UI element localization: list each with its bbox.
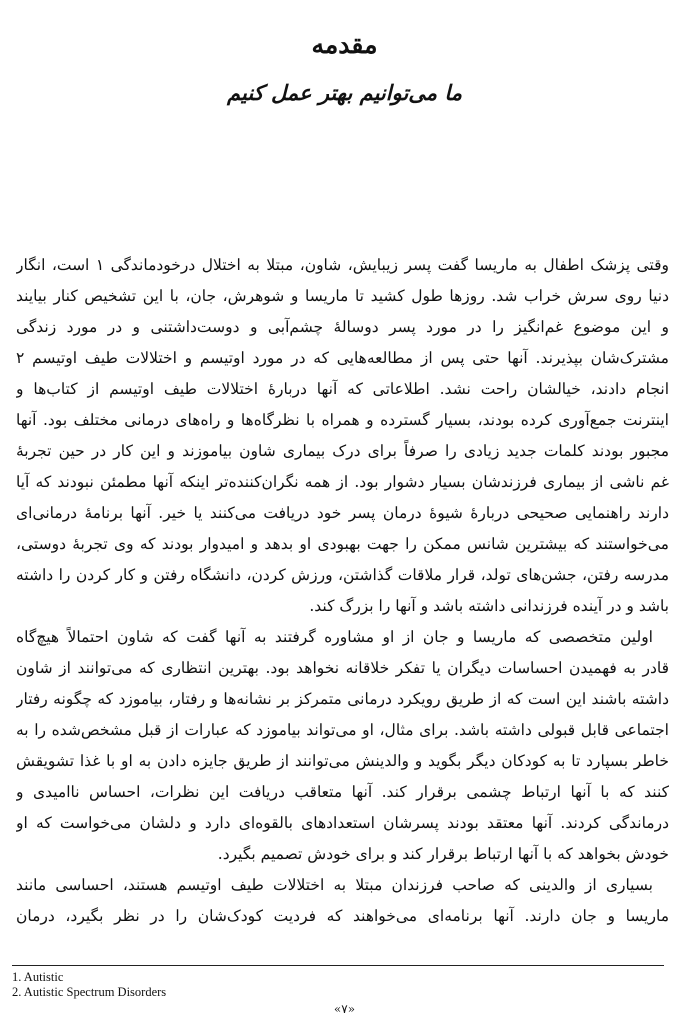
chapter-title: مقدمه <box>311 30 378 59</box>
body-line: می‌خواستند که بیشترین شانس ممکن را جهت بهبودی او بدهد و امیدوار بودند که وی تجربهٔ دوستی، <box>16 535 669 553</box>
body-line: انجام دادند، خیالشان راحت نشد. اطلاعاتی که آنها دربارهٔ اختلالات طیف اوتیسم از کتاب‌ها و <box>16 380 669 398</box>
body-line: کنند که با آنها ارتباط چشمی برقرار کند. آنها متعاقب دریافت این نظرات، احساس ناامیدی و <box>16 783 669 801</box>
body-line: اولین متخصصی که ماریسا و جان از او مشاوره گرفتند به آنها گفت که شاون احتمالاً هیچ‌گاه <box>16 628 653 646</box>
body-line: خاطر بسپارد تا به کودکان دیگر بگوید و والدینش می‌توانند از طریق جایزه دادن به او با غذا تشویقش <box>16 752 669 770</box>
page-number: «۷» <box>333 1002 356 1016</box>
body-line: اینترنت جمع‌آوری کرده بودند، بسیار گسترده و همراه با نظرگاه‌ها و راه‌های درمانی مختلف بود. آنها <box>16 411 669 429</box>
body-line: خودش بخواهد که با آنها ارتباط برقرار کند و برای خودش تصمیم بگیرد. <box>217 845 669 863</box>
footnote-2: 2. Autistic Spectrum Disorders <box>12 985 167 999</box>
body-line: و این موضوع غم‌انگیز را در مورد پسر دوسالهٔ چشم‌آبی و دوست‌داشتنی و در مورد زندگی <box>16 318 669 336</box>
body-line: وقتی پزشک اطفال به ماریسا گفت پسر زیبایش، شاون، مبتلا به اختلال درخودماندگی ۱ است، انگار <box>16 256 669 274</box>
body-line: بسیاری از والدینی که صاحب فرزندان مبتلا به اختلالات طیف اوتیسم هستند، احساسی مانند <box>16 876 653 894</box>
body-line: درماندگی کردند. آنها معتقد بودند پسرشان استعدادهای بالقوه‌ای دارد و دلشان می‌خواست که او <box>16 814 669 832</box>
body-line: قادر به فهمیدن احساسات دیگران یا تفکر خلاقانه نخواهد بود. بهترین انتظاری که می‌توانند از شاون <box>16 659 669 677</box>
body-line: اجتماعی قابل قبولی داشته باشد. برای مثال، او می‌تواند بیاموزد که عبارات از قبل مشخص‌شده را به <box>16 721 669 739</box>
footnote-1: 1. Autistic <box>12 970 64 984</box>
chapter-subtitle: ما می‌توانیم بهتر عمل کنیم <box>227 80 462 105</box>
body-line: باشد و در آینده فرزندانی داشته باشد و آنها را بزرگ کند. <box>309 597 669 615</box>
body-line: مجبور بودند کلمات جدید زیادی را صرفاً برای درک بیماری شاون بیاموزند و این کار در حین تجربهٔ <box>16 442 669 460</box>
body-line: داشته باشند این است که از طریق رویکرد درمانی متمرکز بر نشانه‌ها و رفتار، بیاموزد که چگونه رفتار <box>16 690 669 708</box>
body-line: ماریسا و جان دارند. آنها برنامه‌ای می‌خواهند که فردیت کودک‌شان را در نظر بگیرد، درمان <box>16 907 669 925</box>
body-line: مدرسه رفتن، جشن‌های تولد، قرار ملاقات گذاشتن، ورزش کردن، دانشگاه رفتن و کار کردن را داشته <box>16 566 669 584</box>
body-line: مشترک‌شان بپذیرند. آنها حتی پس از مطالعه‌هایی که در مورد اوتیسم و اختلالات طیف اوتیسم ۲ <box>16 349 669 367</box>
footnote-divider <box>12 965 664 966</box>
body-line: دنیا روی سرش خراب شد. روزها طول کشید تا ماریسا و شوهرش، جان، با این تشخیص کنار بیایند <box>16 287 669 305</box>
body-line: دارند راهنمایی صحیحی دربارهٔ شیوهٔ درمان پسر خود دریافت می‌کنند یا خیر. آنها برنامهٔ درمانی‌ای <box>16 504 669 522</box>
body-text <box>16 250 669 932</box>
body-line: غم ناشی از بیماری فرزندشان بسیار دشوار بود. از همه نگران‌کننده‌تر اینکه آنها مطمئن نبودند که آیا <box>16 473 669 491</box>
